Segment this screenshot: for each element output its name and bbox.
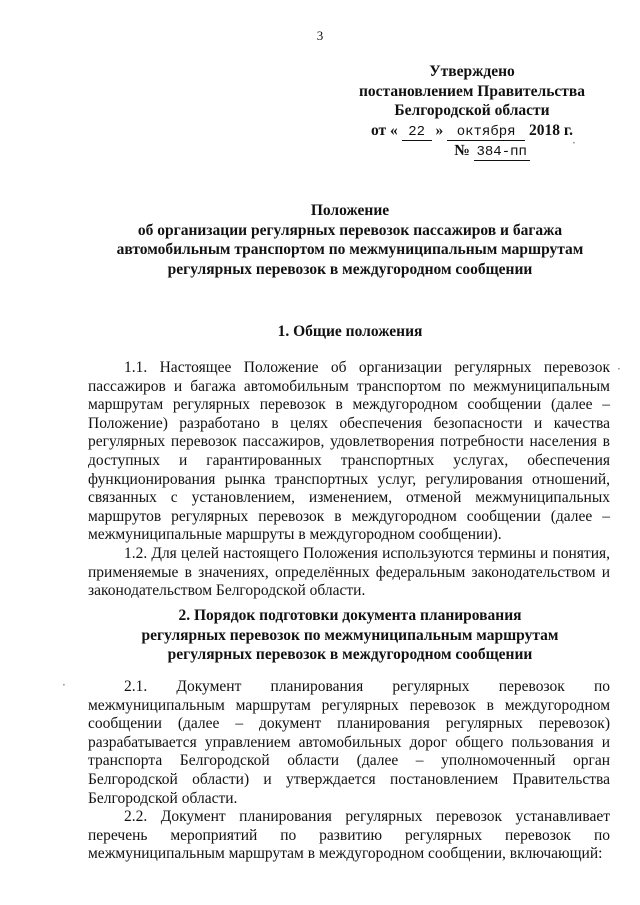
text-line: 1.1. Настоящее Положение об организации регулярных перевозок bbox=[124, 359, 610, 376]
text-line: 1.2. Для целей настоящего Положения используются термины и понятия, bbox=[124, 545, 610, 562]
document-title bbox=[80, 201, 620, 279]
text-line: маршрутов регулярных перевозок в междугородном сообщении (далее – bbox=[88, 507, 610, 525]
approval-line: постановлением Правительства bbox=[358, 82, 586, 100]
date-year: 2018 г. bbox=[529, 121, 574, 139]
title-line: регулярных перевозок в междугородном сообщении bbox=[167, 260, 533, 278]
heading-line: 2. Порядок подготовки документа планирования bbox=[178, 607, 522, 624]
title-line: автомобильным транспортом по межмуниципальным маршрутам bbox=[116, 241, 584, 258]
text-line: разрабатывается управлением автомобильных дорог общего пользования и bbox=[88, 733, 610, 751]
text-line: Белгородской области) и утверждается постановлением Правительства bbox=[88, 770, 610, 788]
document-number: 384-пп bbox=[474, 144, 530, 161]
number-prefix: № bbox=[454, 141, 470, 159]
scan-speck-mark: · bbox=[572, 136, 576, 150]
date-mid: » bbox=[435, 121, 444, 139]
paragraph-1-2 bbox=[88, 545, 610, 601]
date-prefix: от « bbox=[370, 121, 398, 139]
text-line: маршрутам регулярных перевозок в междугородном сообщении (далее – bbox=[88, 396, 610, 414]
text-line: применяемые в значениях, определённых федеральным законодательством и bbox=[88, 563, 610, 581]
section-1-heading bbox=[80, 322, 620, 342]
approval-line: Утверждено bbox=[429, 63, 515, 80]
title-line: Положение bbox=[310, 202, 390, 219]
text-line: связанных с установлением, изменением, отменой межмуниципальных bbox=[88, 489, 610, 507]
text-line: регулярных перевозок пассажиров, удовлетворения потребности населения в bbox=[88, 433, 610, 451]
date-day: 22 bbox=[402, 124, 432, 141]
heading-line: регулярных перевозок по межмуниципальным маршрутам bbox=[141, 626, 559, 644]
text-line: транспорта Белгородской области (далее – уполномоченный орган bbox=[88, 752, 610, 770]
heading-line: регулярных перевозок в междугородном сообщении bbox=[167, 646, 533, 663]
text-line: Положение) разработано в целях обеспечения безопасности и качества bbox=[88, 414, 610, 432]
text-line: межмуниципальным маршрутам регулярных перевозок в междугородном bbox=[88, 696, 610, 714]
approval-date bbox=[342, 121, 602, 141]
paragraph-2-1 bbox=[88, 678, 610, 808]
text-line: пассажиров и багажа автомобильным транспортом по межмуниципальным bbox=[88, 377, 610, 395]
text-line: Белгородской области. bbox=[88, 789, 238, 807]
scan-speck-mark: · bbox=[617, 362, 621, 376]
title-line: об организации регулярных перевозок пассажиров и багажа bbox=[137, 221, 563, 239]
date-month: октября bbox=[447, 124, 525, 141]
text-line: межмуниципальные маршруты в междугородном сообщении). bbox=[88, 526, 502, 544]
heading-line: 1. Общие положения bbox=[277, 323, 423, 340]
section-2-heading bbox=[80, 606, 620, 665]
approval-line: Белгородской области bbox=[394, 102, 550, 119]
approval-stamp bbox=[342, 62, 602, 161]
paragraph-2-2 bbox=[88, 808, 610, 864]
text-line: 2.1. Документ планирования регулярных перевозок по bbox=[124, 678, 610, 695]
page-number: 3 bbox=[316, 28, 324, 43]
text-line: сообщении (далее – документ планирования регулярных перевозок) bbox=[88, 715, 610, 733]
text-line: доступных и гарантированных транспортных услугах, обеспечения bbox=[88, 451, 610, 469]
text-line: функционирования рынка транспортных услуг, регулирования отношений, bbox=[88, 470, 610, 488]
text-line: законодательством Белгородской области. bbox=[88, 582, 366, 600]
text-line: перечень мероприятий по развитию регулярных перевозок по bbox=[88, 826, 610, 844]
paragraph-1-1 bbox=[88, 359, 610, 545]
scan-speck-mark: · bbox=[62, 678, 66, 692]
approval-number bbox=[342, 141, 602, 161]
text-line: 2.2. Документ планирования регулярных перевозок устанавливает bbox=[124, 808, 610, 825]
text-line: межмуниципальным маршрутам в междугородном сообщении, включающий: bbox=[88, 845, 603, 863]
